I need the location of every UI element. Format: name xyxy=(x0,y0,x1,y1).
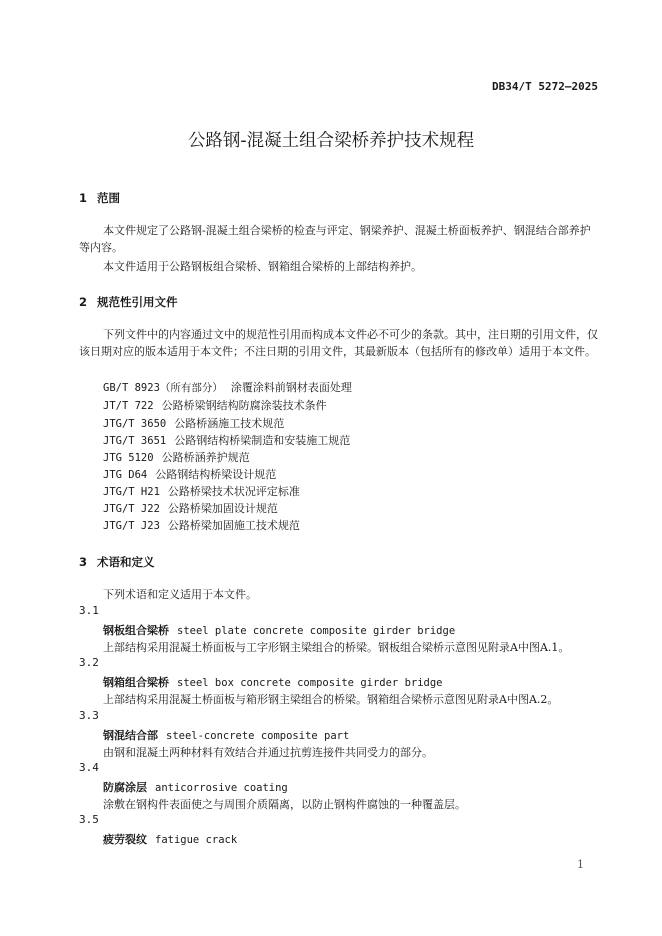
term-english: steel box concrete composite girder bridge xyxy=(177,677,443,689)
reference-code: JTG/T H21 xyxy=(103,486,160,498)
reference-title: 公路桥梁加固施工技术规范 xyxy=(167,519,300,532)
section-2-heading xyxy=(79,294,178,310)
document-title: 公路钢-混凝土组合梁桥养护技术规程 xyxy=(187,131,475,151)
section-title: 范围 xyxy=(97,191,120,205)
standard-code: DB34/T 5272—2025 xyxy=(492,80,598,93)
term-entry xyxy=(103,831,237,847)
reference-title: 公路桥涵施工技术规范 xyxy=(174,417,285,430)
reference-title: 公路钢结构桥梁制造和安装施工规范 xyxy=(174,434,351,447)
term-number: 3.3 xyxy=(79,709,99,722)
reference-title: 公路桥梁加固设计规范 xyxy=(167,502,278,515)
section-number: 1 xyxy=(79,191,88,205)
term-english: anticorrosive coating xyxy=(155,782,288,794)
reference-item xyxy=(103,500,278,516)
reference-item xyxy=(103,449,250,465)
section-3-intro: 下列术语和定义适用于本文件。 xyxy=(103,588,257,601)
reference-item xyxy=(103,483,300,499)
reference-code: GB/T 8923（所有部分） xyxy=(103,382,223,394)
reference-item xyxy=(103,466,276,482)
section-title: 术语和定义 xyxy=(97,555,155,569)
section-2-intro: 下列文件中的内容通过文中的规范性引用而构成本文件必不可少的条款。其中，注日期的引用文件，仅该日期对应的版本适用于本文件；不注日期的引用文件，其最新版本（包括所有的修改单）适用于本文件。 xyxy=(79,328,598,358)
reference-item xyxy=(103,432,350,448)
reference-code: JT/T 722 xyxy=(103,400,154,412)
term-chinese: 疲劳裂纹 xyxy=(103,833,147,846)
reference-item xyxy=(103,517,300,533)
term-entry xyxy=(103,727,349,743)
reference-title: 公路桥涵养护规范 xyxy=(161,451,250,464)
reference-title: 公路桥梁钢结构防腐涂装技术条件 xyxy=(161,399,327,412)
section-title: 规范性引用文件 xyxy=(97,295,178,309)
term-chinese: 防腐涂层 xyxy=(103,781,147,794)
term-entry xyxy=(103,779,288,795)
section-number: 3 xyxy=(79,555,88,569)
reference-item xyxy=(103,397,327,413)
reference-item xyxy=(103,415,284,431)
term-definition: 由钢和混凝土两种材料有效结合并通过抗剪连接件共同受力的部分。 xyxy=(103,746,433,759)
term-english: steel plate concrete composite girder bridge xyxy=(177,625,456,637)
term-definition: 上部结构采用混凝土桥面板与箱形钢主梁组合的桥梁。钢箱组合梁桥示意图见附录A中图A.2。 xyxy=(103,693,559,706)
term-chinese: 钢板组合梁桥 xyxy=(103,624,169,637)
reference-code: JTG D64 xyxy=(103,469,148,481)
term-definition: 涂敷在钢构件表面使之与周围介质隔离，以防止钢构件腐蚀的一种覆盖层。 xyxy=(103,798,466,811)
reference-code: JTG/T 3651 xyxy=(103,435,167,447)
section-number: 2 xyxy=(79,295,88,309)
reference-code: JTG/T 3650 xyxy=(103,418,167,430)
term-number: 3.5 xyxy=(79,813,99,826)
section-1-heading xyxy=(79,190,120,206)
term-english: fatigue crack xyxy=(155,834,238,846)
page-number: 1 xyxy=(577,858,584,871)
section-1-paragraph-2: 本文件适用于公路钢板组合梁桥、钢箱组合梁桥的上部结构养护。 xyxy=(103,260,422,273)
term-number: 3.1 xyxy=(79,604,99,617)
term-entry xyxy=(103,622,455,638)
term-number: 3.2 xyxy=(79,656,99,669)
reference-title: 涂覆涂料前钢材表面处理 xyxy=(230,381,352,394)
section-1-paragraph-1: 本文件规定了公路钢-混凝土组合梁桥的检查与评定、钢梁养护、混凝土桥面板养护、钢混结合部养护等内容。 xyxy=(79,224,591,254)
reference-item xyxy=(103,379,352,395)
term-entry xyxy=(103,674,443,690)
term-definition: 上部结构采用混凝土桥面板与工字形钢主梁组合的桥梁。钢板组合梁桥示意图见附录A中图A.1。 xyxy=(103,641,570,654)
reference-code: JTG/T J22 xyxy=(103,503,160,515)
reference-code: JTG/T J23 xyxy=(103,520,160,532)
reference-code: JTG 5120 xyxy=(103,452,154,464)
section-3-heading xyxy=(79,554,155,570)
term-english: steel-concrete composite part xyxy=(166,730,350,742)
term-chinese: 钢箱组合梁桥 xyxy=(103,676,169,689)
reference-title: 公路桥梁技术状况评定标准 xyxy=(167,485,300,498)
reference-title: 公路钢结构桥梁设计规范 xyxy=(155,468,277,481)
term-number: 3.4 xyxy=(79,761,99,774)
term-chinese: 钢混结合部 xyxy=(103,729,158,742)
